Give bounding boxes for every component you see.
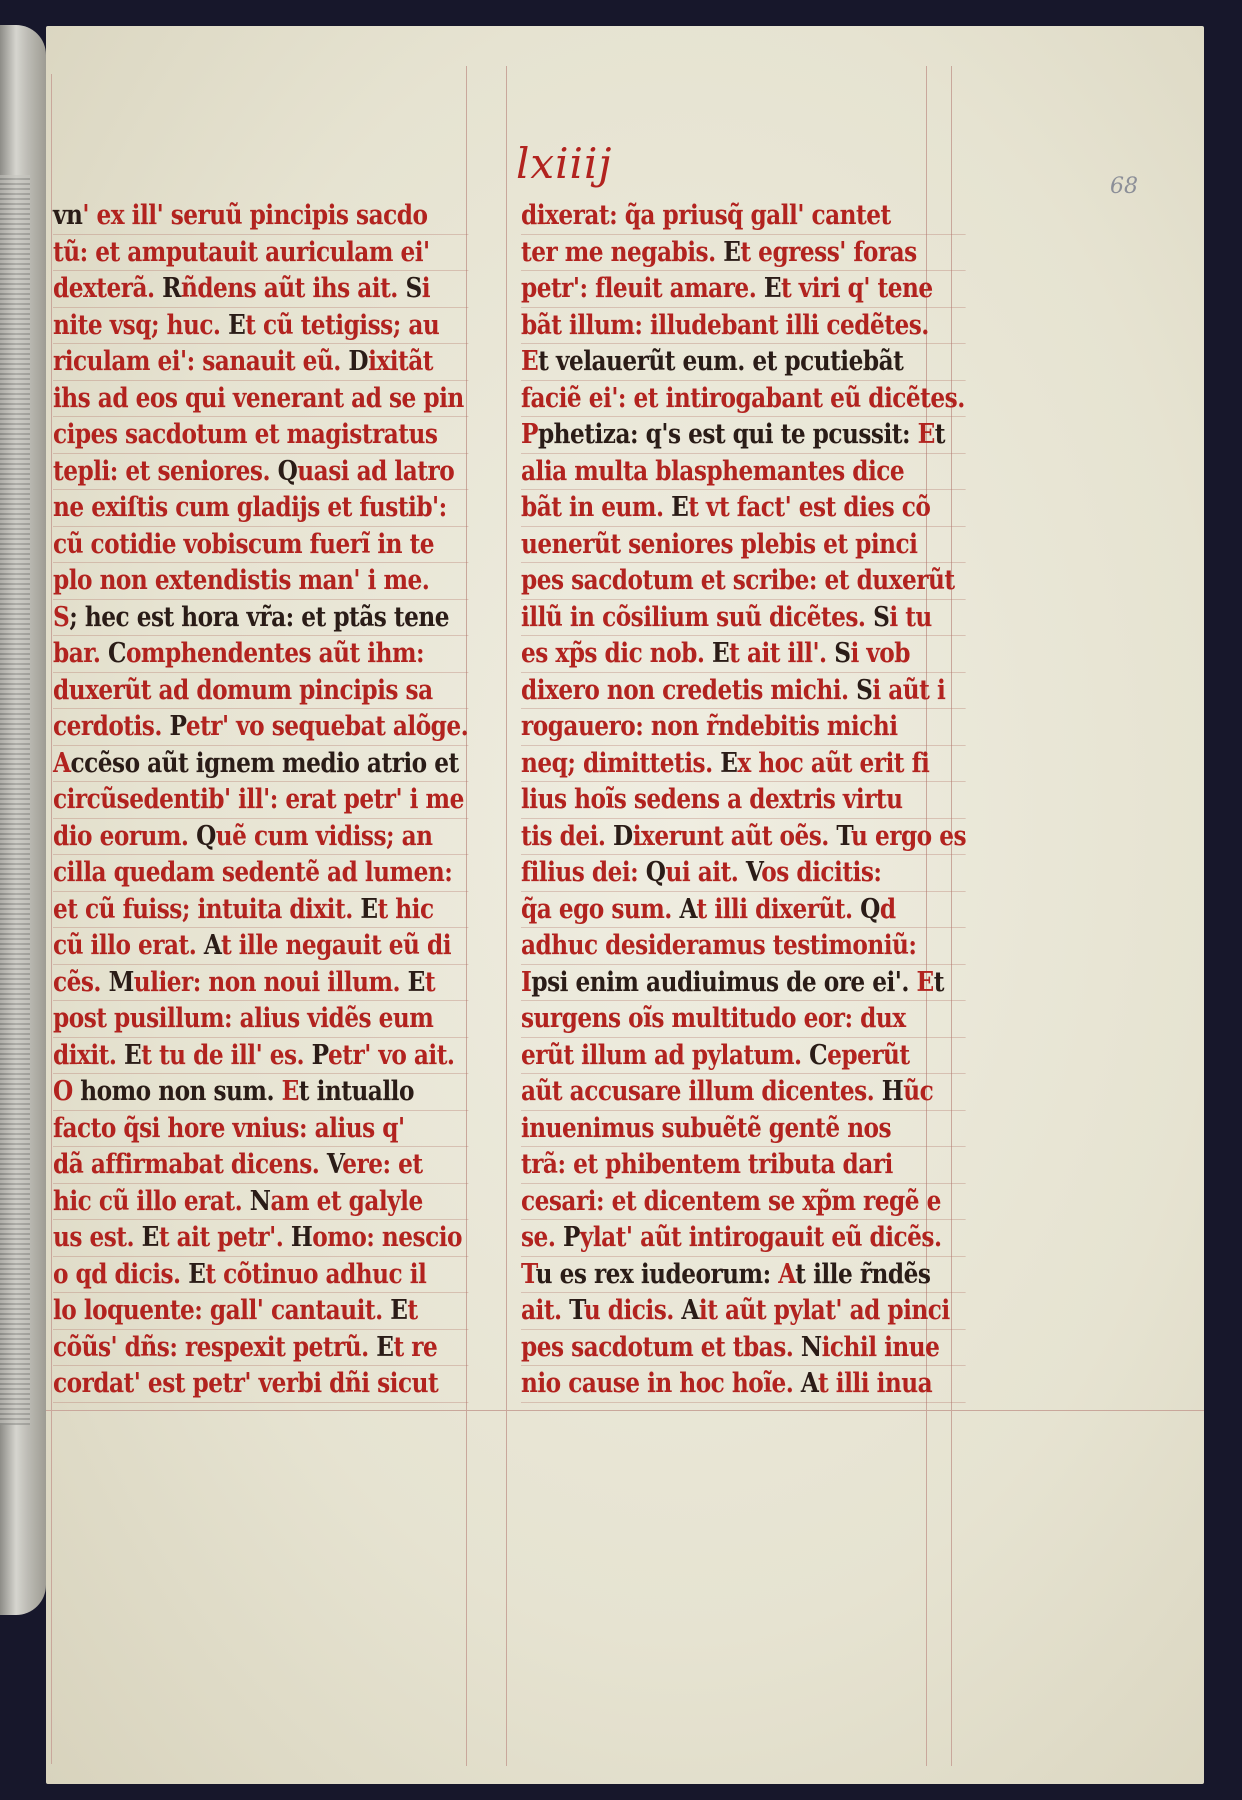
rubricated-initial: dixerat: q̃a priusq̃ gall' cantet — [521, 200, 891, 231]
text-segment: t intuallo — [298, 1076, 414, 1107]
rubricated-initial: t ait ill'. — [729, 638, 835, 669]
text-segment: Q — [645, 857, 666, 888]
text-line — [521, 782, 966, 819]
text-segment: N — [249, 1185, 271, 1217]
rubricated-initial: cẽs. — [53, 966, 109, 998]
rubricated-initial: nio cause in hoc hoĩe. — [521, 1368, 801, 1399]
text-line — [521, 1111, 966, 1148]
text-segment: T — [569, 1295, 584, 1326]
rubricated-initial: ne exiſtis cum gladijs et fustib': — [53, 492, 447, 523]
rubricated-initial: A — [778, 1258, 796, 1290]
text-segment: D — [348, 346, 369, 377]
rubricated-initial: E — [521, 346, 539, 377]
text-segment: R — [162, 273, 181, 304]
rubricated-initial: cõũs' dñs: respexit petrũ. — [53, 1331, 377, 1363]
rubricated-initial: dexterã. — [53, 273, 163, 304]
rubricated-initial: adhuc desideramus testimoniũ: — [521, 930, 917, 961]
rubricated-initial: pes sacdotum et scribe: et duxerũt — [521, 565, 955, 596]
rubricated-initial: t hic — [377, 893, 434, 925]
rubricated-initial: cipes sacdotum et magistratus — [53, 419, 438, 450]
rubricated-initial: i — [421, 273, 431, 304]
text-line — [521, 563, 966, 600]
rubricated-initial: dã affirmabat dicens. — [53, 1149, 327, 1180]
rubricated-initial: tũ: et amputauit auriculam ei' — [53, 236, 430, 268]
text-line — [53, 454, 468, 491]
text-segment: E — [671, 492, 689, 523]
rubricated-initial: dixero non credetis michi. — [521, 674, 857, 706]
rubricated-initial: alia multa blasphemantes dice — [521, 455, 905, 487]
text-line — [53, 965, 468, 1002]
rubricated-initial: it aũt pylat' ad pinci — [698, 1295, 950, 1326]
text-segment: u es rex iudeorum: — [535, 1258, 779, 1290]
text-line — [53, 1038, 468, 1075]
text-segment: H — [290, 1222, 313, 1253]
book-edge — [0, 25, 46, 1615]
rubricated-initial: cũ cotidie vobiscum fuerĩ in te — [53, 528, 435, 560]
text-segment: t velauerũt eum. et pcutiebãt — [538, 346, 904, 377]
rubricated-initial: omo: nescio — [312, 1222, 463, 1253]
rubricated-initial: omphendentes aũt ihm: — [125, 638, 425, 669]
text-line — [521, 490, 966, 527]
text-line — [521, 892, 966, 929]
rubricated-initial: u dicis. — [583, 1295, 682, 1326]
text-segment: E — [228, 309, 246, 341]
text-column-right — [521, 198, 966, 1403]
rubricated-initial: ' ex ill' seruũ pincipis sacdo — [82, 200, 428, 231]
text-segment: phetiza: q's est qui te pcussit: — [537, 419, 918, 450]
text-line — [521, 1257, 966, 1294]
text-segment: t ille r̃ndẽs — [795, 1258, 931, 1290]
text-line — [521, 271, 966, 308]
rubricated-initial: tis dei. — [521, 820, 614, 852]
text-segment: E — [124, 1039, 142, 1071]
text-line — [53, 235, 468, 272]
text-line — [521, 1293, 966, 1330]
text-line — [521, 1074, 966, 1111]
text-segment: t — [934, 419, 946, 450]
page-stack — [0, 175, 30, 1425]
text-segment: E — [188, 1258, 206, 1290]
rubricated-initial: riculam ei': sanauit eũ. — [53, 346, 349, 377]
rubricated-initial: cerdotis. — [53, 711, 170, 742]
text-line — [53, 198, 468, 235]
rubricated-initial: q̃a ego sum. — [521, 893, 680, 925]
text-segment: M — [108, 966, 134, 998]
text-segment: P — [562, 1222, 580, 1253]
rubricated-initial: uẽ cum vidiss; an — [215, 820, 433, 852]
text-column-left — [53, 198, 468, 1403]
rubricated-initial: etr' vo sequebat alõge. — [185, 711, 469, 742]
text-line — [521, 600, 966, 637]
rubricated-initial: E — [917, 419, 935, 450]
text-segment: D — [613, 820, 633, 852]
text-line — [53, 819, 468, 856]
text-line — [521, 235, 966, 272]
text-segment: t — [933, 966, 944, 998]
rubricated-initial: illũ in cõsilium suũ dicẽtes. — [521, 601, 874, 633]
text-segment: H — [881, 1076, 904, 1107]
rubricated-initial: hic cũ illo erat. — [53, 1185, 250, 1217]
rubricated-initial: us est. — [53, 1222, 142, 1253]
text-segment: vn — [53, 200, 83, 231]
rubricated-initial: plo non extendistis man' i me. — [53, 565, 430, 596]
rubricated-initial: uasi ad latro — [297, 455, 455, 487]
rubricated-initial: t tu de ill' es. — [141, 1039, 312, 1071]
rubricated-initial: pes sacdotum et tbas. — [521, 1331, 801, 1363]
rubricated-initial: ichil inue — [821, 1331, 940, 1363]
text-line — [53, 600, 468, 637]
rubricated-initial: t cõtinuo adhuc il — [205, 1258, 427, 1290]
text-line — [53, 1366, 468, 1403]
text-line — [521, 1220, 966, 1257]
text-segment: A — [679, 893, 697, 925]
text-segment: V — [745, 857, 762, 888]
text-line — [53, 563, 468, 600]
rubricated-initial: t — [424, 966, 436, 998]
rubricated-initial: ait. — [521, 1295, 570, 1326]
rubricated-initial: eperũt — [827, 1039, 910, 1071]
rubricated-initial: S — [53, 601, 70, 633]
text-segment: homo non sum. — [72, 1076, 282, 1107]
text-line — [521, 1001, 966, 1038]
rubricated-initial: t cũ tetigiss; au — [245, 309, 440, 341]
text-line — [53, 1293, 468, 1330]
rubricated-initial: A — [53, 747, 71, 779]
rubricated-initial: t illi inua — [818, 1368, 933, 1399]
rubricated-initial: ere: et — [342, 1149, 423, 1180]
text-line — [53, 746, 468, 783]
rubricated-initial: ihs ad eos qui venerant ad se pin — [53, 382, 464, 414]
text-segment: E — [720, 747, 738, 779]
text-segment: psi enim audiuimus de ore ei'. — [531, 966, 917, 998]
text-segment: E — [141, 1222, 159, 1253]
rubricated-initial: neq; dimittetis. — [521, 747, 721, 779]
rubricated-initial: o qd dicis. — [53, 1258, 189, 1290]
text-line — [521, 1366, 966, 1403]
text-line — [521, 198, 966, 235]
rubricated-initial: x hoc aũt erit fi — [737, 747, 930, 779]
rubricated-initial: ter me negabis. — [521, 236, 724, 268]
rubricated-initial: t ille negauit eũ di — [220, 930, 452, 961]
text-line — [53, 527, 468, 564]
rubricated-initial: se. — [521, 1222, 563, 1253]
text-line — [521, 417, 966, 454]
rubricated-initial: filius dei: — [521, 857, 646, 888]
text-segment: S — [834, 638, 851, 669]
rubricated-initial: ixerunt aũt oẽs. — [632, 820, 837, 852]
text-line — [521, 1147, 966, 1184]
rubricated-initial: os dicitis: — [761, 857, 882, 888]
rubricated-initial: P — [521, 419, 538, 450]
rubricated-initial: bãt in eum. — [521, 492, 672, 523]
rubricated-initial: d — [879, 893, 896, 925]
text-line — [53, 709, 468, 746]
text-segment: A — [681, 1295, 699, 1326]
text-line — [53, 928, 468, 965]
rubricated-initial: cilla quedam sedentẽ ad lumen: — [53, 857, 453, 888]
text-line — [521, 381, 966, 418]
rubricated-initial: et cũ fuiss; intuita dixit. — [53, 893, 361, 925]
text-line — [53, 673, 468, 710]
rubricated-initial: bar. — [53, 638, 108, 669]
rubricated-initial: ui ait. — [665, 857, 746, 888]
rubricated-initial: cũ illo erat. — [53, 930, 204, 961]
rubricated-initial: u ergo es — [851, 820, 967, 852]
text-line — [53, 855, 468, 892]
rubricated-initial: t illi dixerũt. — [696, 893, 861, 925]
text-line — [521, 965, 966, 1002]
text-segment: A — [203, 930, 221, 961]
rubricated-initial: t — [407, 1295, 418, 1326]
text-line — [53, 636, 468, 673]
running-header: lxiiij — [516, 139, 613, 188]
ruling-line — [51, 74, 52, 1764]
text-line — [53, 1220, 468, 1257]
rubricated-initial: surgens oĩs multitudo eor: dux — [521, 1003, 906, 1034]
rubricated-initial: circũsedentib' ill': erat petr' i me — [53, 784, 464, 815]
rubricated-initial: ũc — [903, 1076, 934, 1107]
text-segment: T — [836, 820, 852, 852]
rubricated-initial: rogauero: non r̃ndebitis michi — [521, 711, 898, 742]
text-line — [521, 928, 966, 965]
text-line — [521, 1184, 966, 1221]
ruling-line — [46, 1410, 1204, 1411]
text-line — [53, 381, 468, 418]
text-segment: S — [405, 273, 422, 304]
text-line — [53, 782, 468, 819]
text-line — [521, 819, 966, 856]
text-line — [521, 673, 966, 710]
rubricated-initial: i aũt i — [872, 674, 946, 706]
text-line — [53, 1001, 468, 1038]
text-line — [521, 636, 966, 673]
text-segment: S — [873, 601, 890, 633]
rubricated-initial: bãt illum: illudebant illi cedẽtes. — [521, 309, 929, 341]
rubricated-initial: tepli: et seniores. — [53, 455, 278, 487]
text-segment: V — [326, 1149, 343, 1180]
text-segment: E — [711, 638, 730, 669]
text-segment: C — [107, 638, 126, 669]
text-segment: E — [376, 1331, 394, 1363]
rubricated-initial: aũt accusare illum dicentes. — [521, 1076, 882, 1107]
rubricated-initial: E — [916, 966, 934, 998]
text-segment: E — [390, 1295, 408, 1326]
text-line — [53, 892, 468, 929]
text-segment: C — [809, 1039, 828, 1071]
text-line — [521, 746, 966, 783]
text-line — [521, 855, 966, 892]
rubricated-initial: i vob — [850, 638, 911, 669]
rubricated-initial: t ait petr'. — [158, 1222, 291, 1253]
rubricated-initial: t vt fact' est dies cõ — [688, 492, 931, 523]
rubricated-initial: nite vsq; huc. — [53, 309, 229, 341]
folio-number: 68 — [1110, 174, 1138, 199]
rubricated-initial: i tu — [889, 601, 932, 633]
text-line — [521, 344, 966, 381]
rubricated-initial: trã: et phibentem tributa dari — [521, 1149, 893, 1180]
text-line — [53, 1074, 468, 1111]
rubricated-initial: es xp̃s dic nob. — [521, 638, 712, 669]
rubricated-initial: faciẽ ei': et intirogabant eũ dicẽtes. — [521, 382, 965, 414]
text-line — [521, 1330, 966, 1367]
text-line — [53, 417, 468, 454]
rubricated-initial: ulier: non noui illum. — [133, 966, 408, 998]
rubricated-initial: ylat' aũt intirogauit eũ dicẽs. — [579, 1222, 942, 1253]
text-segment: N — [800, 1331, 822, 1363]
text-segment: P — [311, 1039, 329, 1071]
rubricated-initial: lius hoĩs sedens a dextris virtu — [521, 784, 903, 815]
text-line — [53, 308, 468, 345]
rubricated-initial: t egress' foras — [740, 236, 917, 268]
text-segment: E — [723, 236, 741, 268]
text-segment: Q — [277, 455, 298, 487]
text-segment: Q — [860, 893, 880, 925]
rubricated-initial: O — [53, 1076, 73, 1107]
text-line — [53, 344, 468, 381]
rubricated-initial: am et galyle — [270, 1185, 423, 1217]
text-segment: P — [169, 711, 186, 742]
rubricated-initial: t viri q' tene — [781, 273, 933, 304]
text-line — [521, 454, 966, 491]
text-line — [53, 271, 468, 308]
text-line — [53, 1257, 468, 1294]
text-segment: E — [407, 966, 425, 998]
text-line — [53, 1330, 468, 1367]
rubricated-initial: cesari: et dicentem se xp̃m regẽ e — [521, 1185, 941, 1217]
text-line — [521, 1038, 966, 1075]
rubricated-initial: post pusillum: alius vidẽs eum — [53, 1003, 434, 1034]
rubricated-initial: uenerũt seniores plebis et pinci — [521, 528, 918, 560]
text-line — [53, 1111, 468, 1148]
text-segment: ; hec est hora vr̃a: et ptãs tene — [69, 601, 450, 633]
rubricated-initial: ixitãt — [368, 346, 433, 377]
rubricated-initial: T — [521, 1258, 536, 1290]
text-segment: S — [856, 674, 873, 706]
text-line — [53, 1184, 468, 1221]
rubricated-initial: t re — [393, 1331, 438, 1363]
text-line — [53, 1147, 468, 1184]
rubricated-initial: dio eorum. — [53, 820, 197, 852]
rubricated-initial: cordat' est petr' verbi dñi sicut — [53, 1368, 439, 1399]
rubricated-initial: I — [521, 966, 532, 998]
text-line — [521, 709, 966, 746]
rubricated-initial: erũt illum ad pylatum. — [521, 1039, 810, 1071]
rubricated-initial: inuenimus subuẽtẽ gentẽ nos — [521, 1112, 892, 1144]
text-segment: A — [800, 1368, 819, 1399]
rubricated-initial: facto q̃si hore vnius: alius q' — [53, 1112, 405, 1144]
text-segment: E — [360, 893, 378, 925]
text-line — [53, 490, 468, 527]
rubricated-initial: etr' vo ait. — [328, 1039, 455, 1071]
rubricated-initial: duxerũt ad domum pincipis sa — [53, 674, 433, 706]
rubricated-initial: ñdens aũt ihs ait. — [180, 273, 406, 304]
rubricated-initial: dixit. — [53, 1039, 125, 1071]
rubricated-initial: lo loquente: gall' cantauit. — [53, 1295, 391, 1326]
ruling-line — [506, 66, 507, 1766]
text-segment: E — [763, 273, 782, 304]
text-segment: Q — [196, 820, 216, 852]
text-segment: ccẽso aũt ignem medio atrio et — [70, 747, 459, 779]
text-line — [521, 527, 966, 564]
rubricated-initial: E — [281, 1076, 299, 1107]
rubricated-initial: petr': fleuit amare. — [521, 273, 764, 304]
text-line — [521, 308, 966, 345]
